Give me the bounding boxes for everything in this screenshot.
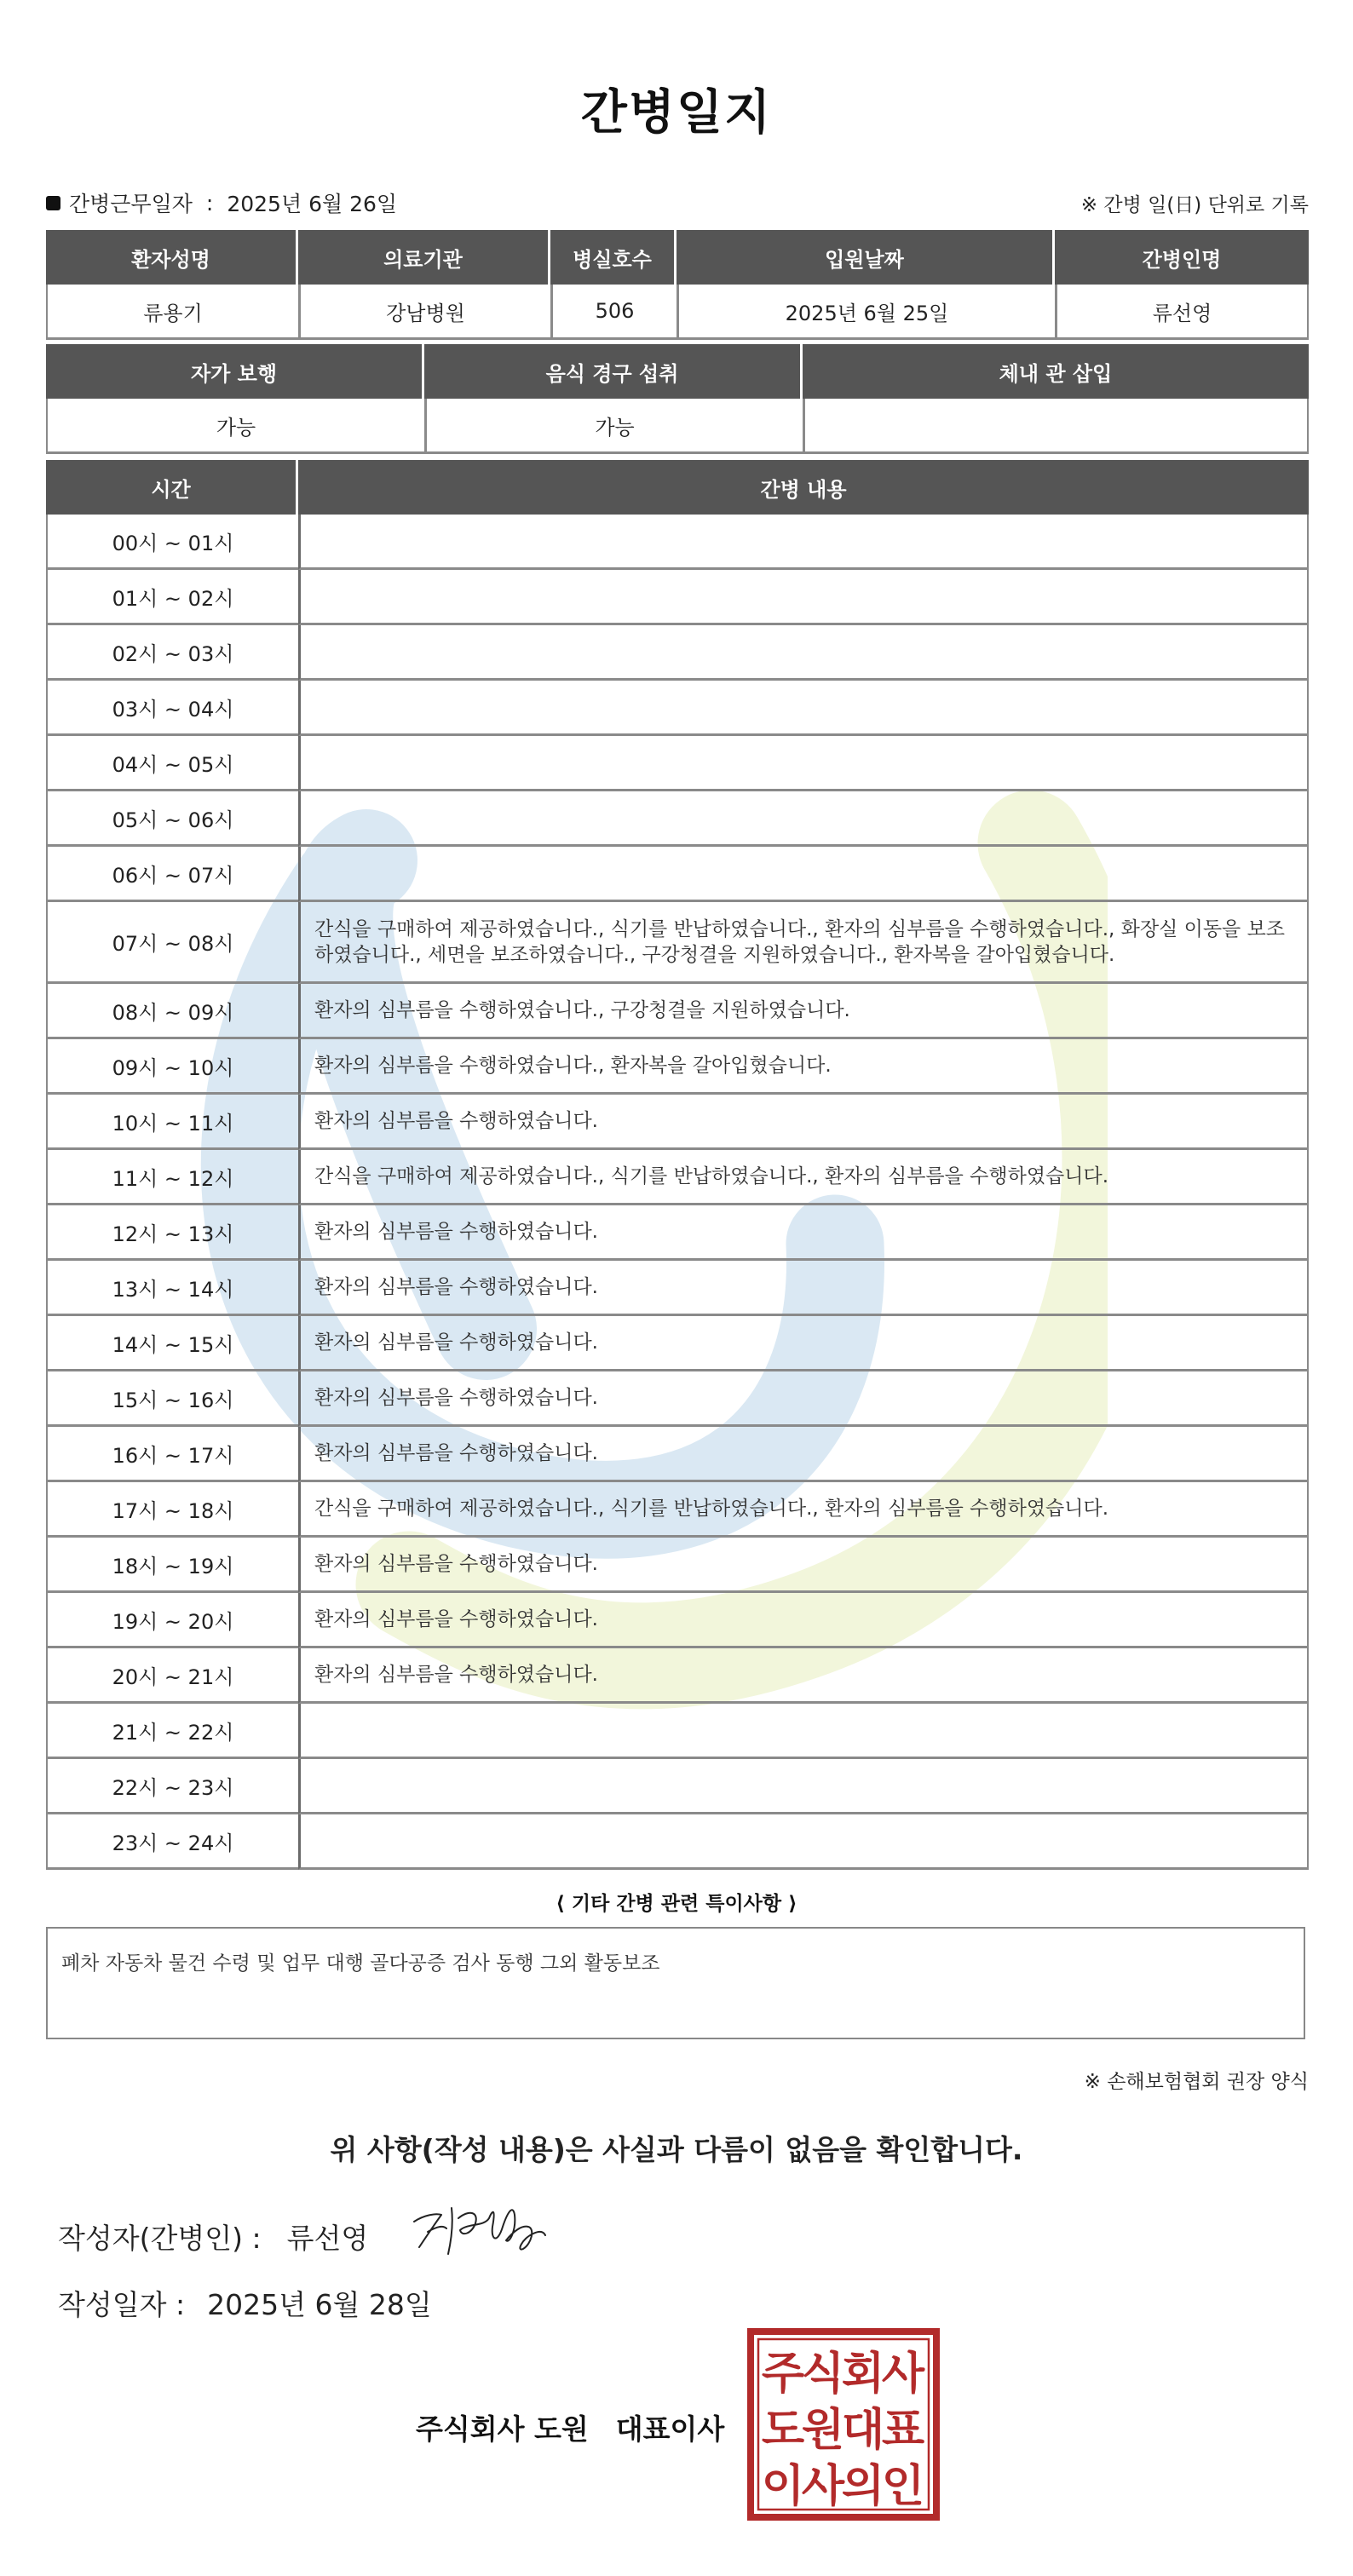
care-content: 환자의 심부름을 수행하였습니다. — [298, 1427, 1309, 1482]
seal-character: 원 — [801, 2405, 845, 2456]
care-content: 환자의 심부름을 수행하였습니다. — [298, 1205, 1309, 1261]
care-content: 환자의 심부름을 수행하였습니다. — [298, 1648, 1309, 1704]
care-log-row — [46, 1371, 1309, 1427]
care-content — [298, 791, 1309, 847]
time-slot: 02시 ~ 03시 — [46, 625, 298, 681]
time-slot: 06시 ~ 07시 — [46, 847, 298, 902]
ceo-title: 대표이사 — [615, 2412, 725, 2446]
care-log-row — [46, 1095, 1309, 1150]
time-slot: 21시 ~ 22시 — [46, 1704, 298, 1759]
writer-row — [58, 2217, 368, 2257]
tube-insertion-value — [803, 399, 1309, 454]
special-notes-box — [46, 1927, 1305, 2039]
patient-status-table — [46, 344, 1309, 454]
care-log-row — [46, 570, 1309, 625]
written-date-value: 2025년 6월 28일 — [207, 2288, 432, 2321]
care-content — [298, 1704, 1309, 1759]
seal-character: 도 — [761, 2405, 805, 2456]
header-oral-intake: 음식 경구 섭취 — [424, 344, 803, 399]
company-line — [416, 2407, 724, 2447]
recommended-form-note: ※ 손해보험협회 권장 양식 — [1084, 2071, 1309, 2093]
time-slot: 14시 ~ 15시 — [46, 1316, 298, 1371]
care-log-table — [46, 460, 1309, 1870]
record-unit-note: ※ 간병 일(日) 단위로 기록 — [1080, 194, 1309, 216]
seal-character: 사 — [801, 2461, 845, 2512]
header-care-content: 간병 내용 — [298, 460, 1309, 515]
care-content — [298, 1814, 1309, 1870]
time-slot: 18시 ~ 19시 — [46, 1538, 298, 1593]
care-log-row — [46, 1316, 1309, 1371]
care-content: 간식을 구매하여 제공하였습니다., 식기를 반납하였습니다., 환자의 심부름을 수행하였습니다. — [298, 1150, 1309, 1205]
seal-character: 식 — [801, 2349, 845, 2400]
written-date-row — [58, 2283, 432, 2323]
header-admission-date: 입원날짜 — [676, 230, 1055, 285]
time-slot: 09시 ~ 10시 — [46, 1039, 298, 1095]
care-log-row — [46, 1039, 1309, 1095]
care-content — [298, 736, 1309, 791]
time-slot: 01시 ~ 02시 — [46, 570, 298, 625]
header-institution: 의료기관 — [298, 230, 550, 285]
seal-character: 인 — [881, 2461, 925, 2512]
header-caregiver-name: 간병인명 — [1055, 230, 1309, 285]
writer-name: 류선영 — [286, 2222, 369, 2255]
care-content: 간식을 구매하여 제공하였습니다., 식기를 반납하였습니다., 환자의 심부름을 수행하였습니다. — [298, 1482, 1309, 1538]
page-title: 간병일지 — [580, 85, 773, 141]
time-slot: 03시 ~ 04시 — [46, 681, 298, 736]
care-log-row — [46, 902, 1309, 984]
care-content: 환자의 심부름을 수행하였습니다. — [298, 1095, 1309, 1150]
seal-character: 의 — [841, 2461, 885, 2512]
oral-intake-value: 가능 — [424, 399, 803, 454]
care-log-row — [46, 847, 1309, 902]
care-log-row — [46, 1482, 1309, 1538]
care-content — [298, 570, 1309, 625]
care-log-row — [46, 791, 1309, 847]
institution-name: 강남병원 — [298, 285, 550, 340]
seal-character: 사 — [881, 2349, 925, 2400]
caregiver-name: 류선영 — [1055, 285, 1309, 340]
care-log-row — [46, 1814, 1309, 1870]
time-slot: 08시 ~ 09시 — [46, 984, 298, 1039]
time-slot: 12시 ~ 13시 — [46, 1205, 298, 1261]
work-date-row — [46, 187, 397, 218]
confirmation-statement: 위 사항(작성 내용)은 사실과 다름이 없음을 확인합니다. — [330, 2133, 1023, 2166]
care-log-row — [46, 984, 1309, 1039]
care-log-row — [46, 1759, 1309, 1814]
care-content: 환자의 심부름을 수행하였습니다., 구강청결을 지원하였습니다. — [298, 984, 1309, 1039]
work-date-separator: : — [205, 190, 214, 216]
care-log-row — [46, 515, 1309, 570]
time-slot: 13시 ~ 14시 — [46, 1261, 298, 1316]
care-log-row — [46, 1205, 1309, 1261]
written-date-label: 작성일자 : — [58, 2288, 186, 2321]
room-number: 506 — [550, 285, 676, 340]
bullet-square-icon — [46, 196, 60, 210]
special-notes-title: ⟨ 기타 간병 관련 특이사항 ⟩ — [556, 1893, 797, 1915]
handwritten-signature — [407, 2193, 552, 2261]
header-room-number: 병실호수 — [550, 230, 676, 285]
care-content: 환자의 심부름을 수행하였습니다., 환자복을 갈아입혔습니다. — [298, 1039, 1309, 1095]
care-log-row — [46, 625, 1309, 681]
header-self-walking: 자가 보행 — [46, 344, 424, 399]
care-content: 환자의 심부름을 수행하였습니다. — [298, 1538, 1309, 1593]
patient-name: 류용기 — [46, 285, 298, 340]
special-notes-text: 폐차 자동차 물건 수령 및 업무 대행 골다공증 검사 동행 그외 활동보조 — [61, 1952, 660, 1975]
time-slot: 00시 ~ 01시 — [46, 515, 298, 570]
care-log-row — [46, 736, 1309, 791]
care-log-row — [46, 1427, 1309, 1482]
header-tube-insertion: 체내 관 삽입 — [803, 344, 1309, 399]
seal-character: 대 — [841, 2405, 885, 2456]
work-date-label: 간병근무일자 — [69, 192, 193, 216]
seal-character: 회 — [841, 2349, 885, 2400]
work-date-value: 2025년 6월 26일 — [227, 192, 398, 216]
time-slot: 22시 ~ 23시 — [46, 1759, 298, 1814]
time-slot: 16시 ~ 17시 — [46, 1427, 298, 1482]
care-content: 환자의 심부름을 수행하였습니다. — [298, 1261, 1309, 1316]
care-log-row — [46, 1648, 1309, 1704]
header-patient-name: 환자성명 — [46, 230, 298, 285]
care-content: 환자의 심부름을 수행하였습니다. — [298, 1593, 1309, 1648]
care-log-row — [46, 1704, 1309, 1759]
time-slot: 23시 ~ 24시 — [46, 1814, 298, 1870]
company-name: 주식회사 도원 — [416, 2412, 589, 2446]
care-content: 환자의 심부름을 수행하였습니다. — [298, 1316, 1309, 1371]
time-slot: 07시 ~ 08시 — [46, 902, 298, 984]
seal-character: 주 — [761, 2349, 805, 2400]
care-content — [298, 625, 1309, 681]
care-log-row — [46, 681, 1309, 736]
header-time: 시간 — [46, 460, 298, 515]
time-slot: 05시 ~ 06시 — [46, 791, 298, 847]
patient-info-table — [46, 230, 1309, 340]
time-slot: 17시 ~ 18시 — [46, 1482, 298, 1538]
time-slot: 04시 ~ 05시 — [46, 736, 298, 791]
care-log-body — [46, 515, 1309, 1870]
care-content — [298, 1759, 1309, 1814]
time-slot: 10시 ~ 11시 — [46, 1095, 298, 1150]
time-slot: 11시 ~ 12시 — [46, 1150, 298, 1205]
care-log-row — [46, 1593, 1309, 1648]
care-content: 환자의 심부름을 수행하였습니다. — [298, 1371, 1309, 1427]
care-log-row — [46, 1261, 1309, 1316]
time-slot: 19시 ~ 20시 — [46, 1593, 298, 1648]
care-log-row — [46, 1538, 1309, 1593]
writer-label: 작성자(간병인) : — [58, 2222, 262, 2255]
care-content — [298, 847, 1309, 902]
care-content — [298, 681, 1309, 736]
company-seal-stamp — [746, 2327, 941, 2521]
admission-date: 2025년 6월 25일 — [676, 285, 1055, 340]
seal-character: 표 — [881, 2405, 925, 2456]
time-slot: 20시 ~ 21시 — [46, 1648, 298, 1704]
care-content — [298, 515, 1309, 570]
time-slot: 15시 ~ 16시 — [46, 1371, 298, 1427]
care-log-row — [46, 1150, 1309, 1205]
seal-character: 이 — [761, 2461, 805, 2512]
care-content: 간식을 구매하여 제공하였습니다., 식기를 반납하였습니다., 환자의 심부름을 수행하였습니다., 화장실 이동을 보조하였습니다., 세면을 보조하였습니다., 구강청결을 지원하였습니다., 환자복을 갈아입혔습니다. — [298, 902, 1309, 984]
self-walking-value: 가능 — [46, 399, 424, 454]
